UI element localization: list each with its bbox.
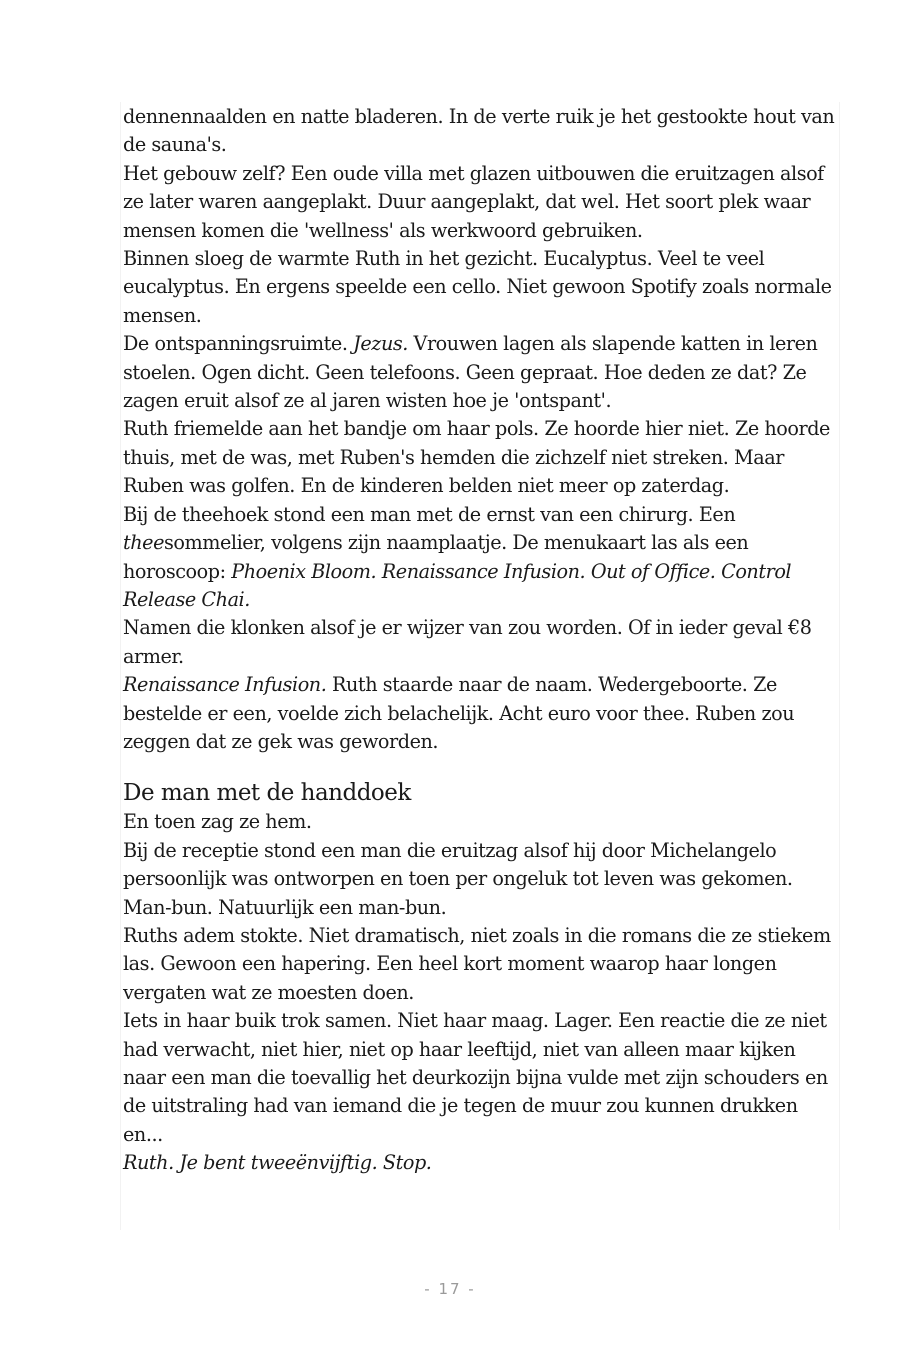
page-body xyxy=(120,102,840,1230)
italic-text: Renaissance Infusion. xyxy=(123,673,327,697)
paragraph: Namen die klonken alsof je er wijzer van zou worden. Of in ieder geval €8 armer. xyxy=(123,616,812,668)
italic-text: Jezus. xyxy=(353,332,408,356)
text-run: Vrouwen lagen als slapende katten in leren stoelen. Ogen dicht. Geen telefoons. Geen gepraat. Hoe deden ze dat? Ze zagen eruit alsof ze al jaren wisten hoe je 'ontspant'. xyxy=(123,332,818,413)
text-run: sommelier, volgens zijn naamplaatje. De menukaart las als een horoscoop: xyxy=(123,531,749,583)
text-run: Ruth staarde naar de naam. Wedergeboorte. Ze bestelde er een, voelde zich belachelijk. Acht euro voor thee. Ruben zou zeggen dat ze gek was geworden. xyxy=(123,673,795,753)
paragraph: Binnen sloeg de warmte Ruth in het gezicht. Eucalyptus. Veel te veel eucalyptus. En ergens speelde een cello. Niet gewoon Spotify zoals normale mensen. xyxy=(123,247,832,327)
italic-text: Phoenix Bloom. Renaissance Infusion. Out of Office. Control Release Chai. xyxy=(123,559,792,611)
text-run: Bij de theehoek stond een man met de ernst van een chirurg. Een xyxy=(123,502,736,526)
text-run: De ontspanningsruimte. xyxy=(123,332,354,356)
paragraph: Ruths adem stokte. Niet dramatisch, niet zoals in die romans die ze stiekem las. Gewoon een hapering. Een heel kort moment waarop haar longen vergaten wat ze moesten doen. xyxy=(123,923,831,1004)
page-number: - 17 - xyxy=(424,1280,476,1298)
paragraph: dennennaalden en natte bladeren. In de verte ruik je het gestookte hout van de sauna's. xyxy=(123,105,835,157)
paragraph: Het gebouw zelf? Een oude villa met glazen uitbouwen die eruitzagen alsof ze later waren aangeplakt. Duur aangeplakt, dat wel. Het soort plek waar mensen komen die 'wellness' als werkwoord gebruiken. xyxy=(123,161,824,242)
paragraph xyxy=(123,1149,839,1177)
chapter-heading: De man met de handdoek xyxy=(123,780,411,807)
paragraph: Ruth friemelde aan het bandje om haar pols. Ze hoorde hier niet. Ze hoorde thuis, met de was, met Ruben's hemden die zichzelf niet streken. Maar Ruben was golfen. En de kinderen belden niet meer op zaterdag. xyxy=(123,417,830,498)
paragraph xyxy=(123,330,839,415)
paragraph xyxy=(123,501,839,615)
italic-text: Ruth. Je bent tweeënvijftig. Stop. xyxy=(123,1151,432,1175)
italic-text: thee xyxy=(123,531,164,555)
paragraph: Iets in haar buik trok samen. Niet haar maag. Lager. Een reactie die ze niet had verwacht, niet hier, niet op haar leeftijd, niet van alleen maar kijken naar een man die toevallig het deurkozijn bijna vulde met zijn schouders en de uitstraling had van iemand die je tegen de muur zou kunnen drukken en... xyxy=(123,1009,828,1146)
paragraph: Bij de receptie stond een man die eruitzag alsof hij door Michelangelo persoonlijk was ontworpen en toen per ongeluk tot leven was gekomen. Man-bun. Natuurlijk een man-bun. xyxy=(123,838,793,919)
paragraph xyxy=(123,671,839,756)
paragraph: En toen zag ze hem. xyxy=(123,810,312,834)
